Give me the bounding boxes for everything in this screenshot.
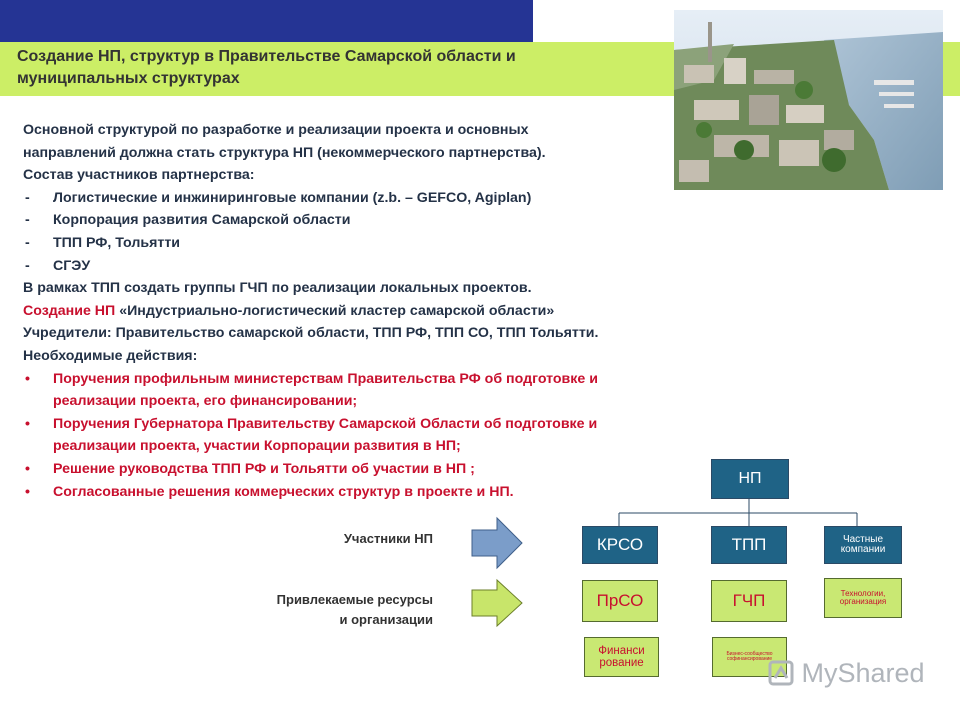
member-text: Логистические и инжиниринговые компании (z.b. – GEFCO, Agiplan) [53,189,532,206]
creation-rest: «Индустриально-логистический кластер самарской области» [115,302,555,319]
resources-label [200,590,433,630]
action-line: реализации проекта, его финансировании; [53,393,358,410]
bullet-marker: • [25,370,30,387]
tpp-groups-line: В рамках ТПП создать группы ГЧП по реализации локальных проектов. [23,280,532,297]
private-companies-box [824,526,902,564]
participants-arrow-icon [472,518,522,568]
finance-line-2: рование [599,657,644,669]
dash-marker: - [25,212,30,229]
private-line-2: компании [840,544,886,555]
action-line: Поручения Губернатора Правительству Самарской Области об подготовке и [53,415,598,432]
np-box: НП [711,459,789,499]
resources-arrow-icon [472,580,522,626]
krso-box: КРСО [582,526,658,564]
resources-label-line-1: Привлекаемые ресурсы [276,592,433,607]
tech-line-1: Технологии, [840,588,886,598]
title-line-1: Создание НП, структур в Правительстве Самарской области и [17,48,516,65]
bullet-marker: • [25,460,30,477]
watermark [768,658,925,689]
business-line-1: Бизнес-сообщество [726,650,773,657]
action-line: Согласованные решения коммерческих структур в проекте и НП. [53,483,514,500]
intro-line-2: направлений должна стать структура НП (некоммерческого партнерства). [23,144,546,161]
action-line: Поручения профильным министерствам Правительства РФ об подготовке и [53,370,598,387]
tech-line-2: организация [839,597,887,606]
creation-highlight: Создание НП [23,302,116,319]
bullet-marker: • [25,483,30,500]
technologies-box [824,578,902,618]
tpp-box: ТПП [711,526,787,564]
gchp-box: ГЧП [711,580,787,622]
watermark-text: MyShared [801,658,925,688]
participants-label: Участники НП [343,531,433,546]
intro-line-1: Основной структурой по разработке и реализации проекта и основных [23,122,529,138]
member-text: ТПП РФ, Тольятти [53,234,180,251]
finance-line-1: Финанси [598,644,645,657]
private-line-1: Частные [842,533,884,545]
action-line: Решение руководства ТПП РФ и Тольятти об участии в НП ; [53,460,475,477]
dash-marker: - [25,234,30,251]
dash-marker: - [25,189,30,206]
founders-line: Учредители: Правительство самарской области, ТПП РФ, ТПП СО, ТПП Тольятти. [23,325,599,342]
member-text: Корпорация развития Самарской области [53,212,351,229]
dash-marker: - [25,257,30,274]
watermark-logo-icon [768,660,794,686]
action-line: реализации проекта, участии Корпорации развития в НП; [53,438,461,455]
actions-heading: Необходимые действия: [23,347,198,364]
members-heading: Состав участников партнерства: [23,167,255,184]
resources-label-line-2: и организации [339,612,433,627]
financing-box [584,637,659,677]
prso-box: ПрСО [582,580,658,622]
business-line-2: софинансирование [726,656,773,662]
member-text: СГЭУ [53,257,91,274]
title-line-2: муниципальных структурах [17,70,240,87]
bullet-marker: • [25,415,30,432]
